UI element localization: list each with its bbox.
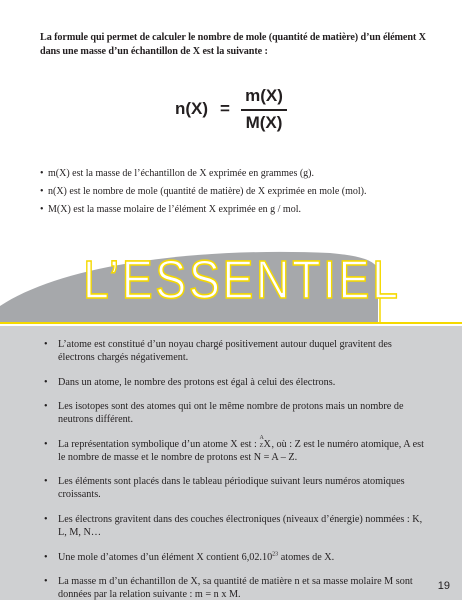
definition-text: m(X) est la masse de l’échantillon de X exprimée en grammes (g). [48,168,315,179]
page-number: 19 [437,580,450,592]
bullet-icon: • [44,401,48,413]
essential-text: L’atome est constitué d’un noyau chargé positivement autour duquel gravitent des électrons chargés négativement. [58,339,392,363]
essential-text-end: atomes de X. [278,551,335,563]
formula-denominator: M(X) [245,113,283,132]
essential-text: Les isotopes sont des atomes qui ont le même nombre de protons mais un nombre de neutrons différent. [58,401,404,426]
bullet-icon: • [44,376,48,388]
definition-text: n(X) est le nombre de mole (quantité de matière) de X exprimée en mole (mol). [48,186,367,197]
essential-item [44,551,424,564]
definition-text: M(X) est la masse molaire de l’élément X exprimée en g / mol. [48,204,301,215]
bullet-icon: • [44,551,48,563]
essential-item [44,475,424,501]
essentials-list [44,338,424,613]
element-symbol: X [263,438,271,450]
essential-text: Les éléments sont placés dans le tableau périodique suivant leurs numéros atomiques croissants. [58,476,405,501]
essential-item [44,513,424,539]
essential-text: Dans un atome, le nombre des protons est égal à celui des électrons. [58,376,336,388]
bullet-icon: • [40,168,44,179]
definition-item [40,167,440,180]
bullet-icon: • [44,576,48,588]
bullet-icon: • [44,476,48,488]
essential-text: La masse m d’un échantillon de X, sa quantité de matière n et sa masse molaire M sont données par la relation suivante : m = n x M. [58,576,413,601]
mass-number: A [259,434,264,441]
formula-equals: = [220,99,230,118]
formula-numerator: m(X) [245,86,283,105]
bullet-icon: • [44,513,48,525]
definition-item [40,203,440,216]
formula-lhs: n(X) [175,99,209,118]
bullet-icon: • [44,339,48,350]
atom-symbol [259,434,271,451]
banner-title: L’ESSENTIEL [83,250,401,310]
intro-paragraph: La formule qui permet de calculer le nombre de mole (quantité de matière) d’un élément X dans une masse d’un échantillon de X est la suivante : [40,32,426,57]
atomic-number: Z [259,442,264,449]
bullet-icon: • [44,438,48,450]
essential-text-start: La représentation symbolique d’un atome X est : [58,438,260,450]
definitions-list [40,167,440,221]
bullet-icon: • [40,204,44,215]
bullet-icon: • [40,186,44,197]
essential-item [44,434,424,464]
essential-item [44,400,424,426]
essential-text-end: , où : Z est le numéro atomique, A est le nombre de masse et le nombre de protons est N = A – Z. [58,438,424,463]
essential-item [44,376,424,389]
fraction-bar [241,109,287,111]
essential-text: Les électrons gravitent dans des couches électroniques (niveaux d’énergie) nommées : K, L, M, N… [58,513,423,538]
essential-text-start: Une mole d’atomes d’un élément X contient 6,02.10 [58,551,273,563]
essential-item [44,575,424,601]
essential-item [44,338,424,364]
definition-item [40,185,440,198]
avogadro-exponent: 23 [272,551,279,558]
